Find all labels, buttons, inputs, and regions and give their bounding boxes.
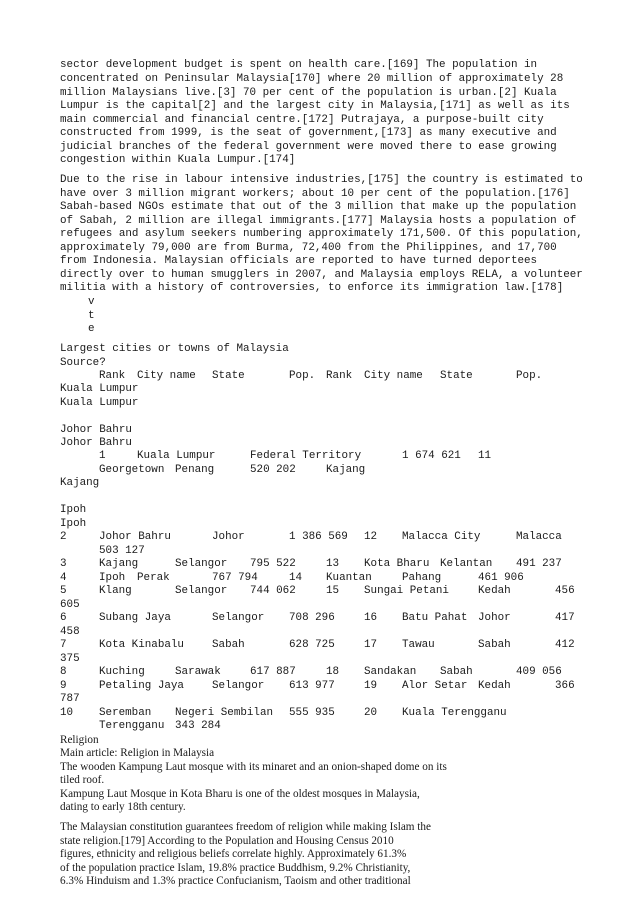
city-image-caption: Johor Bahru xyxy=(60,424,132,436)
cell-pop: 555 935 xyxy=(289,707,335,719)
cell-state[interactable]: Sabah xyxy=(478,639,511,651)
cell-pop: 409 056 xyxy=(516,666,562,678)
cell-pop: 343 284 xyxy=(175,720,221,732)
text-line: sector development budget is spent on health care.[169] The population in xyxy=(60,59,538,71)
cell-state[interactable]: Sarawak xyxy=(175,666,221,678)
text-line: figures, ethnicity and religious beliefs correlate highly. Approximately 61.3% xyxy=(60,848,407,860)
cell-city[interactable]: Kuching xyxy=(99,666,145,678)
cell-pop: 417 xyxy=(555,612,575,624)
cell-city[interactable]: Tawau xyxy=(402,639,435,651)
cell-rank: 5 xyxy=(60,585,67,597)
cell-rank: 10 xyxy=(60,707,74,719)
cell-pop: 458 xyxy=(60,626,80,638)
text-line: The Malaysian constitution guarantees freedom of religion while making Islam the xyxy=(60,821,431,833)
cell-city[interactable]: Petaling Jaya xyxy=(99,680,184,692)
cell-city[interactable]: Sandakan xyxy=(364,666,417,678)
text-line: refugees and asylum seekers numbering approximately 171,500. Of this population, xyxy=(60,228,583,240)
cell-city[interactable]: Sungai Petani xyxy=(364,585,449,597)
cell-city[interactable]: Seremban xyxy=(99,707,152,719)
cell-city[interactable]: Kajang xyxy=(326,464,366,476)
text-line: constructed from 1999, is the seat of government,[173] as many executive and xyxy=(60,127,557,139)
cell-pop: 1 386 569 xyxy=(289,531,348,543)
cell-rank: 12 xyxy=(364,531,378,543)
cell-pop: 366 xyxy=(555,680,575,692)
text-line: of the population practice Islam, 19.8% practice Buddhism, 9.2% Christianity, xyxy=(60,862,411,874)
cell-city[interactable]: Subang Jaya xyxy=(99,612,171,624)
image-alt-text: tiled roof. xyxy=(60,774,105,786)
table-title: Largest cities or towns of Malaysia xyxy=(60,343,289,355)
cell-rank: 7 xyxy=(60,639,67,651)
text-line: concentrated on Peninsular Malaysia[170] where 20 million of approximately 28 xyxy=(60,73,564,85)
cell-rank: 15 xyxy=(326,585,340,597)
header-pop: Pop. xyxy=(289,370,316,382)
city-image-caption: Kuala Lumpur xyxy=(60,397,139,409)
cell-state[interactable]: Kedah xyxy=(478,585,511,597)
cell-pop: 617 887 xyxy=(250,666,296,678)
cell-city[interactable]: Ipoh xyxy=(99,572,126,584)
cell-city[interactable]: Kuala Terengganu xyxy=(402,707,507,719)
cell-state[interactable]: Johor xyxy=(212,531,245,543)
city-image-caption: Ipoh xyxy=(60,518,87,530)
city-image-caption: Kajang xyxy=(60,477,100,489)
cell-state[interactable]: Selangor xyxy=(175,585,228,597)
cell-state[interactable]: Sabah xyxy=(212,639,245,651)
text-line: state religion.[179] According to the Population and Housing Census 2010 xyxy=(60,835,394,847)
cell-pop: 708 296 xyxy=(289,612,335,624)
header-state: State xyxy=(212,370,245,382)
text-line: militia with a history of controversies, to enforce its immigration law.[178] xyxy=(60,282,564,294)
text-line: Lumpur is the capital[2] and the largest city in Malaysia,[171] as well as its xyxy=(60,100,570,112)
cell-rank: 19 xyxy=(364,680,378,692)
cell-city[interactable]: Kota Kinabalu xyxy=(99,639,184,651)
cell-city[interactable]: Kajang xyxy=(99,558,139,570)
cell-pop: 520 202 xyxy=(250,464,296,476)
talk-link[interactable]: t xyxy=(88,310,95,322)
cell-state[interactable]: Pahang xyxy=(402,572,442,584)
table-source[interactable]: Source? xyxy=(60,357,106,369)
cell-state[interactable]: Johor xyxy=(478,612,511,624)
cell-state[interactable]: Sabah xyxy=(440,666,473,678)
cell-rank: 18 xyxy=(326,666,340,678)
cell-state[interactable]: Negeri Sembilan xyxy=(175,707,274,719)
text-line: from Indonesia. Malaysian officials are reported to have turned deportees xyxy=(60,255,538,267)
cell-pop: 456 xyxy=(555,585,575,597)
text-line: main commercial and financial centre.[172] Putrajaya, a purpose-built city xyxy=(60,114,544,126)
header-city: City name xyxy=(137,370,196,382)
cell-rank: 11 xyxy=(478,450,492,462)
cell-state[interactable]: Selangor xyxy=(212,680,265,692)
cell-rank: 2 xyxy=(60,531,67,543)
city-image-caption: Ipoh xyxy=(60,504,87,516)
cell-pop: 491 237 xyxy=(516,558,562,570)
cell-state[interactable]: Perak xyxy=(137,572,170,584)
cell-city[interactable]: Alor Setar xyxy=(402,680,468,692)
header-rank: Rank xyxy=(99,370,126,382)
text-line: Sabah-based NGOs estimate that out of the 3 million that make up the population xyxy=(60,201,577,213)
cell-rank: 16 xyxy=(364,612,378,624)
cell-pop: 1 674 621 xyxy=(402,450,461,462)
text-line: judicial branches of the federal government were moved there to ease growing xyxy=(60,141,557,153)
cell-city[interactable]: Klang xyxy=(99,585,132,597)
city-image-caption: Johor Bahru xyxy=(60,437,132,449)
cell-city[interactable]: Malacca City xyxy=(402,531,481,543)
cell-pop: 605 xyxy=(60,599,80,611)
text-line: approximately 79,000 are from Burma, 72,400 from the Philippines, and 17,700 xyxy=(60,242,557,254)
cell-rank: 3 xyxy=(60,558,67,570)
text-line: million Malaysians live.[3] 70 per cent of the population is urban.[2] Kuala xyxy=(60,87,557,99)
cell-pop: 461 906 xyxy=(478,572,524,584)
cell-pop: 503 127 xyxy=(99,545,145,557)
cell-pop: 628 725 xyxy=(289,639,335,651)
header-rank: Rank xyxy=(326,370,353,382)
cell-pop: 375 xyxy=(60,653,80,665)
city-image-caption: Kuala Lumpur xyxy=(60,383,139,395)
cell-city[interactable]: Kota Bharu xyxy=(364,558,430,570)
cell-pop: 613 977 xyxy=(289,680,335,692)
section-heading: Religion xyxy=(60,734,99,746)
cell-pop: 767 794 xyxy=(212,572,258,584)
text-line: Due to the rise in labour intensive industries,[175] the country is estimated to xyxy=(60,174,583,186)
cell-pop: 412 xyxy=(555,639,575,651)
cell-state[interactable]: Kelantan xyxy=(440,558,493,570)
cell-state[interactable]: Federal Territory xyxy=(250,450,362,462)
text-line: congestion within Kuala Lumpur.[174] xyxy=(60,154,296,166)
cell-rank: 9 xyxy=(60,680,67,692)
cell-pop: 787 xyxy=(60,693,80,705)
image-caption: Kampung Laut Mosque in Kota Bharu is one of the oldest mosques in Malaysia, xyxy=(60,788,420,800)
cell-rank: 14 xyxy=(289,572,303,584)
image-caption: dating to early 18th century. xyxy=(60,801,186,813)
cell-rank: 6 xyxy=(60,612,67,624)
text-line: directly over to human smugglers in 2007, and Malaysia employs RELA, a volunteer xyxy=(60,269,583,281)
main-article-link[interactable]: Main article: Religion in Malaysia xyxy=(60,747,215,759)
cell-city[interactable]: Georgetown xyxy=(99,464,165,476)
cell-city[interactable]: Kuala Lumpur xyxy=(137,450,216,462)
cell-state[interactable]: Malacca xyxy=(516,531,562,543)
text-line: of Sabah, 2 million are illegal immigrants.[177] Malaysia hosts a population of xyxy=(60,215,577,227)
cell-state[interactable]: Selangor xyxy=(175,558,228,570)
cell-pop: 795 522 xyxy=(250,558,296,570)
header-city: City name xyxy=(364,370,423,382)
image-alt-text: The wooden Kampung Laut mosque with its minaret and an onion-shaped dome on its xyxy=(60,761,447,773)
cell-city[interactable]: Kuantan xyxy=(326,572,372,584)
cell-rank: 20 xyxy=(364,707,378,719)
header-pop: Pop. xyxy=(516,370,543,382)
cell-city[interactable]: Johor Bahru xyxy=(99,531,171,543)
edit-link[interactable]: e xyxy=(88,323,95,335)
cell-state[interactable]: Penang xyxy=(175,464,215,476)
cell-state[interactable]: Kedah xyxy=(478,680,511,692)
header-state: State xyxy=(440,370,473,382)
cell-rank: 1 xyxy=(99,450,106,462)
cell-state[interactable]: Selangor xyxy=(212,612,265,624)
cell-pop: 744 062 xyxy=(250,585,296,597)
cell-rank: 17 xyxy=(364,639,378,651)
text-line: 6.3% Hinduism and 1.3% practice Confucianism, Taoism and other traditional xyxy=(60,875,411,887)
cell-city[interactable]: Batu Pahat xyxy=(402,612,468,624)
cell-state[interactable]: Terengganu xyxy=(99,720,165,732)
cell-rank: 4 xyxy=(60,572,67,584)
view-link[interactable]: v xyxy=(88,296,95,308)
text-line: have over 3 million migrant workers; about 10 per cent of the population.[176] xyxy=(60,188,570,200)
cell-rank: 13 xyxy=(326,558,340,570)
cell-rank: 8 xyxy=(60,666,67,678)
